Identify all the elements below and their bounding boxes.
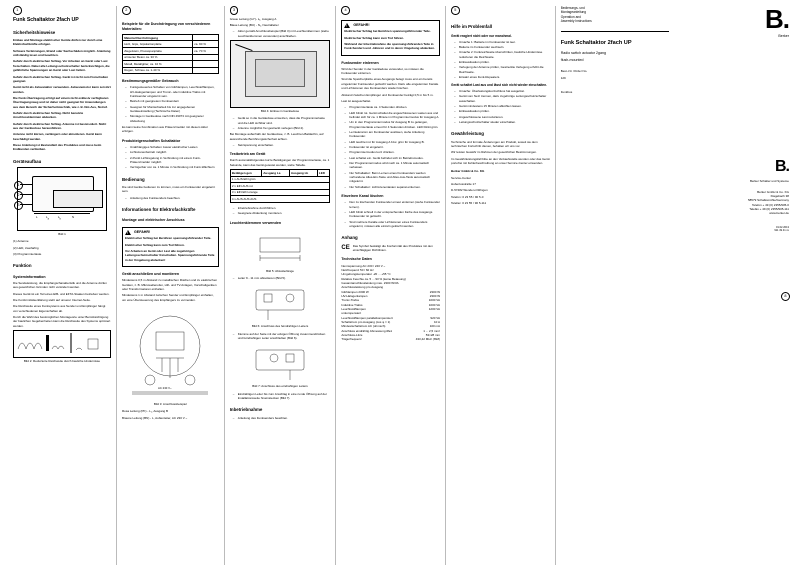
list-item: – Funksender ist eingelernt. xyxy=(346,145,440,149)
tech-value: 2300 W xyxy=(429,293,441,298)
warning-triangle-icon xyxy=(125,230,131,235)
safety-para-8: Antenne nicht kürzen, verlängern oder abisolieren. Gerät kann beschädigt werden. xyxy=(13,132,102,141)
danger-line-0: Elektrischer Schlag bei Berühren spannungsführender Teile. xyxy=(125,236,212,241)
service-line-0: Service-Center xyxy=(451,175,472,180)
heading-penetration-examples: Beispiele für die Durchdringung von verschiedenen Materialien: xyxy=(122,21,211,31)
column-number-4: 4 xyxy=(341,6,350,15)
list-item: – Anleitung des Funksenders beachten. xyxy=(235,416,331,420)
figure-3-caption: Bild 3: Anschlussbeispiel xyxy=(153,401,187,406)
page-title: Funk Schaltaktor 2fach UP xyxy=(13,16,79,23)
use-note: Es kann keine Kombination aus Präsenzmelder mit diesem Aktor erfolgen. xyxy=(122,125,209,134)
list-item: – Leitungsschutzschalter wieder einschalten. xyxy=(456,120,550,124)
header-note-line-1: Montageanleitung xyxy=(560,10,587,15)
operation-intro: Die sind Geräte bedienen zu können, muss ein Funksender eingelernt sein. xyxy=(122,185,216,194)
table-test-mode xyxy=(230,169,331,203)
list-single-wire xyxy=(230,392,331,401)
safety-para-7: Gefahr durch elektrischen Schlag. Antenne ist basisisoliert. Nicht aus der Gerätedose herausführen. xyxy=(13,121,107,130)
tech-label: HV-Halogenlampen xyxy=(341,293,368,298)
list-item: – Der Programmiermodus wird nach ca. 1 Minute automatisch verlassen. xyxy=(346,161,440,170)
list-problem-1 xyxy=(451,89,550,124)
device-body xyxy=(32,176,94,212)
list-item: – LED blinkt rot. Gerät schaltet die angeschlossenen Lasten aus und befindet sich für ca. 1 Minute im Programmiermodus für Ausgang A. xyxy=(346,111,440,120)
wiring-line-1: Braune Leitung (BN) - L, Außenleiter, AC 230 V ~ xyxy=(122,415,188,420)
address-line-2: 58579 Schalksmühle/Germany xyxy=(747,198,789,203)
heading-mounting: Montage und elektrischer Anschluss xyxy=(122,218,185,223)
brand-address-block xyxy=(679,159,789,233)
figure-range-diagram xyxy=(13,330,111,358)
list-item: – Unabhängiges Schalten zweier elektrischer Lasten xyxy=(127,145,219,149)
callout-badge-2: 2 xyxy=(14,191,23,200)
legend-2: (2) LED, zweifarbig xyxy=(13,245,39,250)
single-wire-svg xyxy=(230,342,330,384)
column-1 xyxy=(8,6,116,565)
th-output-a: Ausgang La xyxy=(262,170,290,177)
list-item: – Um in den Programmiermodus für Ausgang B zu gelangen, Programmiertaste erneut für 4 Sekunden drücken. LED blinkt grün. xyxy=(346,120,440,129)
heading-system-info: Systeminformation xyxy=(13,274,46,279)
cell-material: Regen, Schnee ca. 1-40 % xyxy=(123,67,193,74)
list-item: – Betrieb mit geeignetem Funksendern xyxy=(127,99,219,103)
warranty-para-2: Im Gewährleistungsfall bitte an den Verkaufsstelle wenden oder das Gerät portofrei mit Fehlerbeschreibung an unser Service-Center einsenden. xyxy=(451,156,550,166)
heading-technical-data: Technische Daten xyxy=(341,257,372,262)
table-material-penetration xyxy=(122,34,219,74)
list-fine-wire xyxy=(230,332,331,341)
heading-product-properties: Produkteigenschaften Schaltaktor xyxy=(122,138,181,143)
list-item: – Einbausituation prüfen. xyxy=(456,109,550,113)
tech-label: Netzfrequenz 50 / 60 Hz xyxy=(341,267,374,272)
cell-row-text: 3 x EIN EIN orange xyxy=(230,189,330,196)
order-number-label: Best.-Nr. /Order No. xyxy=(560,69,588,74)
list-item: – Lichtszenenbetrieb möglich xyxy=(127,150,219,154)
safety-para-1: Schwere Verletzungen, Brand oder Sachschäden möglich. Anleitung vollständig lesen und beachten. xyxy=(13,48,111,58)
cell-value xyxy=(193,67,219,74)
list-item: – Batterie im Funksender wechseln. xyxy=(456,45,550,49)
brand-name-text: Berker xyxy=(778,34,789,38)
danger-title: GEFAHR! xyxy=(134,229,151,234)
list-item: – Gerät so in die Gerätedose einsetzen, dass die Programmiertaste und die LED sichtbar sind. xyxy=(235,116,331,125)
tech-value: 1 ... 2,5 mm² xyxy=(423,328,441,333)
list-problem-0 xyxy=(451,40,550,80)
heading-warranty: Gewährleistung xyxy=(451,131,484,137)
cell-value: ca. 90 % xyxy=(193,41,219,48)
list-product-properties xyxy=(122,145,219,170)
figure-wiring-example xyxy=(122,306,219,402)
funkbus-label: Funkbus xyxy=(560,90,573,95)
danger-header xyxy=(125,230,216,235)
service-center-title: Berker GmbH & Co. KG xyxy=(451,169,485,174)
danger-line-1: Elektrischer Schlag kann zum Tod führen. xyxy=(125,242,185,247)
heading-teach-in: Funksender einlernen xyxy=(341,60,379,65)
column-number-5: 5 xyxy=(451,6,460,15)
tech-label: Schaltstrom pro Ausgang (cos φ = 1) xyxy=(341,320,391,325)
learn-prefix: Last ist ausgeschaltet. xyxy=(341,98,372,103)
list-after-test xyxy=(230,206,331,216)
table-row xyxy=(230,196,330,203)
order-number-value: 129 xyxy=(560,75,566,80)
th-press: Betätigen gen xyxy=(230,170,261,177)
callout-badge-3: 3 xyxy=(14,201,23,210)
list-item: – Klemme auf der Seite mit der eckigen Öffnung zusammendrücken und feindrahtigen Leiter anschließen (Bild 6). xyxy=(235,332,331,341)
service-line-1: Hubertusstraße 17 xyxy=(451,182,476,187)
list-connect-steps xyxy=(230,29,331,38)
list-delete-channel xyxy=(341,200,440,228)
list-item: – Verlegung der Antenne prüfen, Gestreckte Verlegung erhöht die Reichweite. xyxy=(456,65,550,74)
list-item: – Ursache 2: Funkreichweite überschritten, bauliche Hindernisse reduzieren die Reichweite. xyxy=(456,50,550,59)
list-item: – LED leuchtet rot für Ausgang A bzw. grün für Ausgang B. xyxy=(346,140,440,144)
warning-triangle-icon xyxy=(344,23,350,28)
danger-line-2: Während der Inbetriebnahme die spannungsführenden Teile in Funk-Sendern und -Aktoren und in deren Umgebung abdecken. xyxy=(344,41,435,51)
header-note-block xyxy=(561,6,670,23)
actuator-body xyxy=(255,59,305,87)
tech-value: 433,42 MHz (ISM) xyxy=(415,337,441,342)
install-para-1: Mindestens 1 m Abstand zwischen Sender und Empfänger einhalten, um eine Übersteuerung des Empfängers zu vermeiden. xyxy=(122,293,214,302)
lead-line-0: Graue Leitung (GY)- L₁, Ausgang A xyxy=(229,16,277,21)
test-intro: Durch automatikfolgendes kurze Betätigungen der Programmiertaste, ca. 1 Sekunde, kann das Gerät getestet werden, siehe Tabelle. xyxy=(229,158,330,167)
cell-material: Metall, Metallgitter, ca. 10 % xyxy=(123,61,193,68)
danger-line-2: Vor Arbeiten an Gerät oder Last alle zugehörigen Leitungsschutzschalter freischalten. Spannungsführende Teile in der Umgebung abdecken! xyxy=(125,249,215,262)
heading-function: Funktion xyxy=(13,263,32,269)
brand-header xyxy=(679,6,789,39)
list-item: – LED blinkt schnell in der entsprechenden Farbe des Ausgangs. Funksender ist gelöscht. xyxy=(346,210,440,219)
systeminfo-4: Durch die Wahl des bestmöglichen Montageorte unter Berücksichtigung der baulichen Gegebenheiten kann die Reichweite des Systems optimiert werden. xyxy=(13,315,111,328)
list-item: – 2-Punkt Lichtregelung in Verbindung mit einem Funk-Präsenzmelder möglich xyxy=(127,156,219,165)
heading-troubleshooting: Hilfe im Problemfall xyxy=(451,23,493,29)
warranty-para-1: Wir leisten Gewähr im Rahmen der gesetzlichen Bestimmungen. xyxy=(451,150,537,155)
cell-material: Ziegelstein, Pressspanplatte xyxy=(123,47,193,54)
address-line-1: Klagebach 38 xyxy=(770,193,789,198)
heading-lamp-terminals: Leuchtenklemmen verwenden xyxy=(229,220,282,225)
tech-label: Induktive Trafos xyxy=(341,302,363,307)
cell-material: armierter Beton ca. 30 % xyxy=(123,54,193,61)
list-item: – Ursache: Überlastungskurzschluss hat ausgelöst. xyxy=(456,89,550,93)
device-inner-panel xyxy=(53,190,103,208)
list-item: – Den zu löschenden Funksender erneut einlernen (siehe Funksender lernen). xyxy=(346,200,440,209)
tech-value: 1000 VA xyxy=(428,298,441,303)
column-number-1: 1 xyxy=(13,6,22,15)
list-item: – Gerät vom Netz trennen, dazu zugehörige Leitungsschutzschalter ausschalten. xyxy=(456,94,550,103)
address-line-4: Telefax + 49 (0) 2355/905-111 xyxy=(749,206,789,211)
heading-delete-channel: Einzelnen Kanal löschen xyxy=(341,194,384,199)
tech-data-list xyxy=(341,264,440,342)
fine-wire-svg xyxy=(230,282,330,324)
column-3 xyxy=(224,6,336,565)
list-teach-in-steps xyxy=(341,105,440,189)
cell-row-text: 4 x AUS AUS AUS xyxy=(230,196,330,203)
safety-para-4: Gerät nicht als Jalousiaktor verwenden. Jalousiemotor kann zerstört werden. xyxy=(13,85,111,94)
list-item: – Funkgesteuertes Schalten von Glühlampen, Leuchtstofflampen, HV-Halogenlampen und Tronic- oder induktive Trafos mit Funkwender eingelernt sein. xyxy=(127,85,219,98)
heading-intended-use: Bestimmungsgemäßer Gebrauch xyxy=(122,79,179,84)
heading-operation: Bedienung xyxy=(122,176,145,182)
figure-device-layout xyxy=(17,167,107,231)
list-item: – Inbetriebnahme durchführen. xyxy=(235,206,331,210)
systeminfo-3: Die Reichweite eines Funksystems aus Sender und Empfänger hängt von verschiedenen Eigenschaften ab. xyxy=(13,304,106,313)
product-title: Funk Schaltaktor 2fach UP xyxy=(560,40,632,47)
safety-para-5: Die Funk-Übertragung erfolgt auf einem nicht exklusiv verfügbaren Übertragungsweg und ist daher nicht geeignet für Anwendungen aus dem Bereich der Sicherheitstechnik, wie z. B. Not-Aus, Notruf. xyxy=(13,95,109,109)
list-item: – Montage in Gerätedose nach DIN 49073 mit geeigneter Abdeckung xyxy=(127,114,219,123)
figure-4-caption: Bild 4: Einbau in Gerätedose xyxy=(260,108,300,113)
tech-label: Mindestschaltstrom AC (ohmsch) xyxy=(341,324,386,329)
doc-code-line-0: 01.02.2013 xyxy=(776,225,789,229)
product-subtitle-en-0: Radio switch actuator 2gang xyxy=(560,50,607,55)
list-item: – Geeignet für Montierbarkeit bis zur angegebenen Geräteeinstellung (Technische Daten) xyxy=(127,105,219,114)
tech-label: Tronic-Trafos xyxy=(341,298,359,303)
ce-note-text: Das Symbol bestätigt die Konformität des Produktes mit den einschlägigen Richtlinien. xyxy=(352,243,433,253)
address-line-3: Telefon + 49 (0) 2355/905-0 xyxy=(752,202,789,207)
heading-commissioning: Inbetriebnahme xyxy=(229,407,263,413)
note-after-install: Bei Montage außerhalb der Gerätedose, z. B. Leuchten-Baldachin, auf ausreichende Berührungssicherheit achten. xyxy=(229,132,324,141)
list-install-steps-3 xyxy=(230,143,331,147)
learn-intro-1: Sind die Speicherplätze eines Ausgangs belegt muss erst ein bereits eingelernter Funksender gelöscht werden. Dazu alle eingelernten Kanäle und Lichtszenen des Funksenders wieder löschen. xyxy=(341,77,439,91)
wiring-line-0: Rosa Leitung (PK) - L₁, Ausgang B xyxy=(122,409,169,414)
brand-sub-line: Berker Schalter und Systeme xyxy=(749,179,789,184)
berker-logo-small: B. xyxy=(774,158,789,176)
column-5 xyxy=(445,6,555,565)
tech-row xyxy=(341,337,440,341)
tech-label: Relative Feuchte ca. 5 ... 93 % (keine Betauung) xyxy=(341,276,406,281)
divider xyxy=(561,31,670,32)
column-2 xyxy=(116,6,224,565)
address-line-5: www.berker.de xyxy=(769,211,789,216)
legend-1: (1) Antenne xyxy=(13,239,29,244)
list-item: – Eindrahtigen Leiter bis zum Anschlag in eine runde Öffnung auf der Installationsseite hineinstecken (Bild 7). xyxy=(235,392,331,401)
cell-material: Holz, Gips, Gipskartonplatte xyxy=(123,41,193,48)
safety-para-2: Gefahr durch elektrischen Schlag. Vor Arbeiten an Gerät oder Last freischalten. Dabei alle Leitungsschutzschalter berücksichtigen, die gefährliche Spannungen an Gerät oder Last liefern. xyxy=(13,59,110,73)
tech-label: Nennspannung AC 230 / 240 V ~ xyxy=(341,263,386,268)
figure-fine-wire xyxy=(230,282,331,324)
ce-note-row xyxy=(341,244,440,253)
list-item: – Programmiertaste ca. 4 Sekunden drücken. xyxy=(346,105,440,109)
figure-5-caption: Bild 5: Abisolierlänge xyxy=(266,268,294,273)
list-item: – Einbausituation prüfen. xyxy=(456,60,550,64)
list-intended-use xyxy=(122,85,219,123)
list-item: – Nur Schaltaktor: Beim Lernen eines Funksenders werden vorhandene Alles-Ein-Taste und Alles-Aus-Tasts automatisch mitgelernt. xyxy=(346,171,440,184)
list-item: – Lernteleramm am Funksender auslösen, siehe Anleitung Funksender. xyxy=(346,130,440,139)
header-note-line-2: Operation and xyxy=(560,14,581,19)
danger-line-0: Elektrischer Schlag bei Berühren spannungsführender Teile. xyxy=(344,29,431,34)
list-item: – Geeignete Abdeckung montieren. xyxy=(235,211,331,215)
tech-label: Anschluss eindrähtig Abmessung Ø≤1 xyxy=(341,328,393,333)
column-number-2: 2 xyxy=(122,6,131,15)
tech-value: 1000 VA xyxy=(428,302,441,307)
tech-value: 2300 W xyxy=(429,289,441,294)
strip-length-svg xyxy=(230,228,330,268)
list-item: – Verzögerbar von ca. 1 Minute in Verbindung mit Funk-Wächtern xyxy=(127,165,219,169)
systeminfo-1: Dieses Gerät ist ein Teil eines EIB- und EFTA-Staaten betrieben werden. xyxy=(13,291,110,296)
learn-note: Abstand zwischen Empfänger und Funksender beträgt 0,5 m bis 5 m. xyxy=(341,92,434,97)
install-para-0: Mindestens 0,5 m Abstand zu metallischen Flächen und zu elektrischen Geräten, z. B. Mikrowellenofen, Hifi- und TV-Anlagen, Vorschaltgeräten oder Transformatoren einhalten. xyxy=(122,278,218,291)
tech-label: Umgebungstemperatur -20 ... +55 °C xyxy=(341,272,391,277)
column-number-3: 3 xyxy=(230,6,239,15)
heading-appendix: Anhang xyxy=(341,235,358,241)
danger-box-commissioning xyxy=(341,20,440,56)
systeminfo-0: Die Sendeleistung, die Empfangscharakteristik und die Antenne dürfen aus gesetzlichen Gründen nicht verändert werden. xyxy=(13,281,107,290)
danger-title: GEFAHR! xyxy=(353,22,370,27)
heading-safety: Sicherheitshinweise xyxy=(13,29,56,35)
tech-label: Glühlampen 2300 W xyxy=(341,289,369,294)
list-item: – Programmiermodus kurz drücken. xyxy=(346,150,440,154)
column-6-header-block xyxy=(555,6,675,565)
legend-3: (3) Programmiertaste xyxy=(13,252,42,257)
th-led: LED xyxy=(317,170,330,177)
berker-logo: B. xyxy=(764,4,789,34)
problem-1-question: Gerät schaltet Last aus und lässt sich nicht wieder einschalten. xyxy=(451,83,548,88)
heading-device-layout: Geräteaufbau xyxy=(13,158,42,164)
figure-single-wire xyxy=(230,342,331,384)
list-item: – Aktor gemäß Anschlussbeispiel (Bild 3) mit Leuchtenklemmen (siehe Leuchtenklemmen verwenden) anschließen. xyxy=(235,29,331,38)
tech-value: 53×28 mm xyxy=(425,333,441,338)
service-line-3: Telefon: 0 23 55 / 90 5-0 xyxy=(451,194,484,199)
tech-label: Anschluss-Litze xyxy=(341,333,363,338)
range-wave-svg xyxy=(14,331,110,355)
list-item: – Gerät mindestens 15 Minuten abkühlen lassen. xyxy=(456,104,550,108)
product-subtitle-en-1: flush-mounted xyxy=(560,58,584,63)
lead-line-1: Blaue Leitung (BU) - N₁, Neutralleiter xyxy=(229,22,279,27)
list-item: – Last schaltet ein. Gerät befindet sich im Betriebsmodus. xyxy=(346,156,440,160)
list-item: – Einsatz eines Funk-Repeaters. xyxy=(456,75,550,79)
cell-row-text: 2 x EIN AUS rot xyxy=(230,183,330,190)
columns-container xyxy=(8,6,794,565)
table-row xyxy=(123,67,219,74)
danger-line-1: Elektrischer Schlag kann zum Tod führen. xyxy=(344,35,404,40)
list-item: – Antenne möglichst frei gestreckt verlegen (Bild 4). xyxy=(235,126,331,130)
list-commissioning xyxy=(230,416,331,420)
header-note-line-0: Bedienungs- und xyxy=(560,6,585,10)
tech-value: 1200 VA xyxy=(428,307,441,311)
list-item: – Netzspannung einschalten. xyxy=(235,143,331,147)
figure-1-caption: Bild 1 xyxy=(58,232,66,237)
service-line-2: D-57482 Wenden-Ottfingen xyxy=(451,188,488,193)
column-7-brand-block xyxy=(674,6,794,565)
ac-voltage-label: AC 230 V~ xyxy=(158,385,172,390)
safety-para-6: Gefahr durch elektrischen Schlag. Nicht benutzte Anschlussklemmen abdecken. xyxy=(13,110,84,120)
cell-row-text: 1 x AUS EIN grün xyxy=(230,176,330,183)
heading-test-mode: Testbetrieb am Gerät xyxy=(229,152,266,157)
figure-7-caption: Bild 7: Anschluss des eindrahtigen Leiters xyxy=(252,384,308,389)
systeminfo-2: Die Konformitätserklärung steht auf unserer Internet-Seite. xyxy=(13,298,91,303)
list-install-steps-2 xyxy=(230,116,331,130)
heading-connect-device: Gerät anschließen und montieren xyxy=(122,272,180,277)
th-material: Material Durchdringung xyxy=(123,34,193,41)
tech-label: Trägerfrequenz xyxy=(341,337,362,342)
tech-label: Leuchtstofflampen parallelkompensiert xyxy=(341,315,393,320)
address-line-0: Berker GmbH & Co. KG xyxy=(757,189,789,194)
header-note-line-3: Assembly Instructions xyxy=(560,18,592,23)
th-output-b: Ausgang Lb xyxy=(289,170,317,177)
antenna-wire xyxy=(235,44,252,51)
callout-badge-1: 1 xyxy=(14,181,23,190)
list-item: – Ursache 1: Batterie im Funksender ist leer. xyxy=(456,40,550,44)
learn-intro-0: Wird der Sender in der Gerätedose verwendet, so müssen die Funksender einlernen. xyxy=(341,66,424,76)
list-item: – Leiter 9 - 11 mm abisolieren (Bild 5). xyxy=(235,276,331,280)
figure-2-caption: Bild 2: Reduzierte Reichweite durch bauliche Hindernisse xyxy=(23,359,101,364)
tech-label: unkompensiert xyxy=(341,311,362,316)
heading-electrician-info: Informationen für Elektrofachkräfte xyxy=(122,207,196,213)
list-operation-note xyxy=(122,196,219,200)
warranty-para-0: Technische und formale Änderungen am Produkt, soweit sie dem technischen Fortschritt dienen, behalten wir uns vor. xyxy=(451,139,538,149)
ce-mark-icon: CE xyxy=(341,244,350,251)
tech-value: 100 mA xyxy=(429,324,441,329)
tech-value: 920 VA xyxy=(430,315,441,320)
safety-para-0: Einbau und Montage elektrischer Geräte dürfen nur durch eine Elektrofachkräfte erfolgen. xyxy=(13,38,103,47)
tech-value: 10 A xyxy=(434,320,441,325)
figure-6-caption: Bild 6: Anschluss des feindrahtigen Leiters xyxy=(251,324,309,329)
list-item: – Anleitung des Funksenders beachten. xyxy=(127,196,219,200)
safety-para-3: Gefahr durch elektrischen Schlag. Gerät ist nicht zum Freischalten geeignet. xyxy=(13,74,109,83)
safety-para-9: Diese Anleitung ist Bestandteil des Produktes und muss beim Endkunden verbleiben. xyxy=(13,142,102,152)
tech-label: Gesamtanschlussleistung max. 2300 W/VA xyxy=(341,280,399,285)
list-item: – Angeschlossene Last reduzieren. xyxy=(456,115,550,119)
list-item: – Sind mehrere Kanäle oder Lichtszenen eines Funksenders eingelernt, müssen alle einzeln gelöscht werden. xyxy=(346,220,440,229)
list-item: – Nur Schaltaktor: Lichtszenentasten separat einlernen. xyxy=(346,185,440,189)
tech-label: Leuchtstofflampen xyxy=(341,307,366,311)
tech-label: Anschlussleistung pro Ausgang xyxy=(341,285,384,290)
doc-code-line-1: 911 49 41 xx xyxy=(774,229,789,233)
cell-value: ca. 70 % xyxy=(193,47,219,54)
figure-box-install xyxy=(230,40,331,108)
problem-0-question: Gerät reagiert nicht oder nur manchmal. xyxy=(451,33,512,38)
service-line-4: Telefax: 0 23 55 / 90 5-111 xyxy=(451,201,487,206)
column-4 xyxy=(335,6,445,565)
page-marker-badge: 8 xyxy=(781,292,790,301)
list-strip xyxy=(230,276,331,280)
device-terminals: L $L_a$ $L_b$ N xyxy=(34,213,90,222)
danger-header xyxy=(344,23,437,28)
danger-box-mounting xyxy=(122,227,219,267)
figure-strip-length xyxy=(230,228,331,268)
